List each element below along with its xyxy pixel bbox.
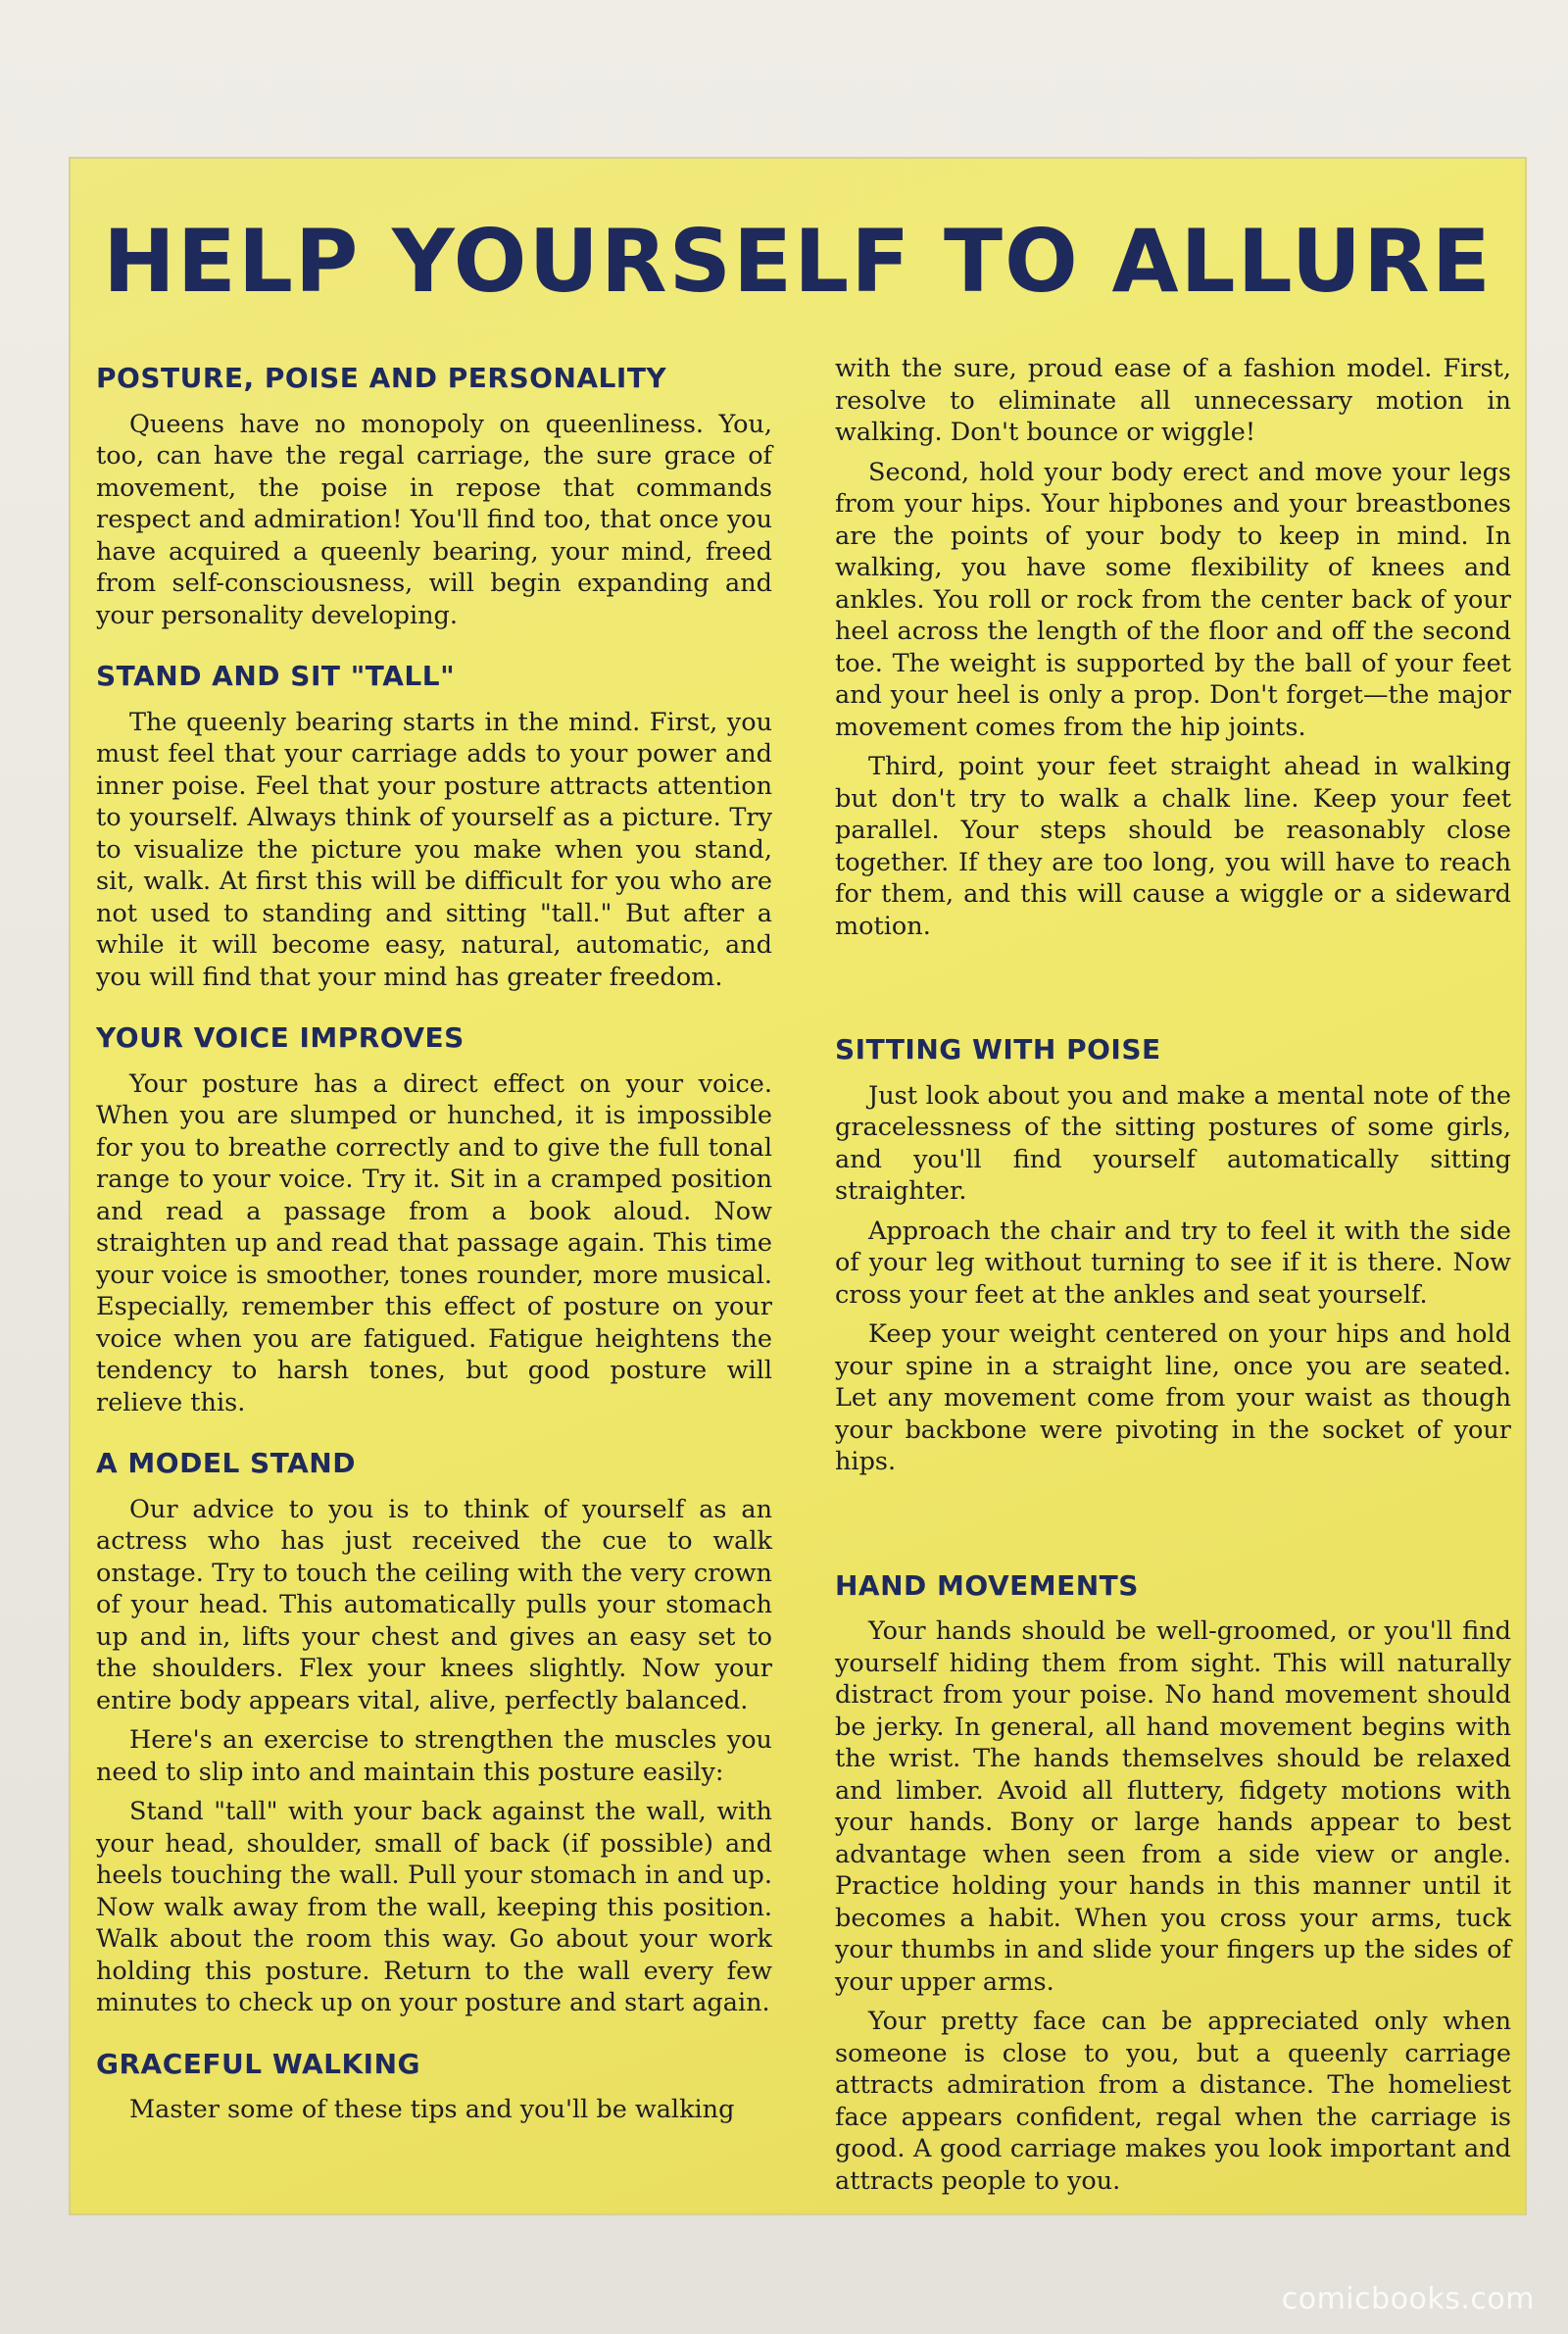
paragraph: Third, point your feet straight ahead in walking but don't try to walk a chalk line. Keep your feet parallel. Your steps should be reasonably close together. If they are too long, you will have to reach for them, and this will cause a wiggle or a sideward motion. [835,752,1511,941]
watermark: comicbooks.com [1281,2282,1535,2316]
right-column [835,353,1511,2205]
section-heading-sitting: SITTING WITH POISE [835,1033,1161,1066]
paragraph: Your pretty face can be appreciated only when someone is close to you, but a queenly carriage attracts admiration from a distance. The homeliest face appears confident, regal when the carriage is good. A good carriage makes you look important and attracts people to you. [835,2007,1511,2196]
paragraph: Stand "tall" with your back against the wall, with your head, shoulder, small of back (if possible) and heels touching the wall. Pull your stomach in and up. Now walk away from the wall, keeping this position. Walk about the room this way. Go about your work holding this posture. Return to the wall every few minutes to check up on your posture and start again. [96,1797,772,2017]
spacer [835,950,1511,1005]
paragraph: Here's an exercise to strengthen the muscles you need to slip into and maintain this posture easily: [96,1725,772,1787]
section-heading-hand-movements: HAND MOVEMENTS [835,1568,1139,1602]
paragraph: Approach the chair and try to feel it with the side of your leg without turning to see if it is there. Now cross your feet at the ankles and seat yourself. [835,1216,1511,1310]
paragraph: Your posture has a direct effect on your voice. When you are slumped or hunched, it is impossible for you to breathe correctly and to give the full tonal range to your voice. Try it. Sit in a cramped position and read a passage from a book aloud. Now straighten up and read that passage again. This time your voice is smoother, tones rounder, more musical. Especially, remember this effect of posture on your voice when you are fatigued. Fatigue heightens the tendency to harsh tones, but good posture will relieve this. [96,1068,772,1417]
left-column [96,353,772,2134]
article-panel [69,157,1527,2215]
section-heading-model-stand: A MODEL STAND [96,1447,356,1479]
paragraph: Our advice to you is to think of yourself as an actress who has just received the cue to walk onstage. Try to touch the ceiling with the very crown of your head. This automatically pulls your stomach up and in, lifts your chest and gives an easy set to the shoulders. Flex your knees slightly. Now your entire body appears vital, alive, perfectly balanced. [96,1494,772,1715]
paragraph: Just look about you and make a mental note of the gracelessness of the sitting postures of some girls, and you'll find yourself automatically sitting straighter. [835,1080,1511,1206]
paragraph: with the sure, proud ease of a fashion model. First, resolve to eliminate all unnecessary motion in walking. Don't bounce or wiggle! [835,354,1511,447]
section-heading-graceful-walking: GRACEFUL WALKING [96,2047,421,2080]
section-heading-posture: POSTURE, POISE AND PERSONALITY [96,362,667,394]
section-heading-voice: YOUR VOICE IMPROVES [96,1021,465,1054]
section-heading-stand-sit: STAND AND SIT "TALL" [96,660,456,692]
article-title: HELP YOURSELF TO ALLURE [103,211,1493,312]
paragraph: Your hands should be well-groomed, or you'll find yourself hiding them from sight. This will naturally distract from your poise. No hand movement should be jerky. In general, all hand movement begins with the wrist. The hands themselves should be relaxed and limber. Avoid all fluttery, fidgety motions with your hands. Bony or large hands appear to best advantage when seen from a side view or angle. Practice holding your hands in this manner until it becomes a habit. When you cross your arms, tuck your thumbs in and slide your fingers up the sides of your upper arms. [835,1616,1511,1997]
paragraph: Keep your weight centered on your hips and hold your spine in a straight line, once you are seated. Let any movement come from your waist as though your backbone were pivoting in the socket of your hips. [835,1319,1511,1476]
paragraph: The queenly bearing starts in the mind. First, you must feel that your carriage adds to your power and inner poise. Feel that your posture attracts attention to yourself. Always think of yourself as a picture. Try to visualize the picture you make when you stand, sit, walk. At first this will be difficult for you who are not used to standing and sitting "tall." But after a while it will become easy, natural, automatic, and you will find that your mind has greater freedom. [96,707,772,992]
paragraph: Master some of these tips and you'll be walking [129,2095,735,2124]
spacer [835,1486,1511,1541]
paragraph: Second, hold your body erect and move your legs from your hips. Your hipbones and your breastbones are the points of your body to keep in mind. In walking, you have some flexibility of knees and ankles. You roll or rock from the center back of your heel across the length of the floor and off the second toe. The weight is supported by the ball of your feet and your heel is only a prop. Don't forget—the major movement comes from the hip joints. [835,457,1511,742]
paragraph: Queens have no monopoly on queenliness. You, too, can have the regal carriage, the sure grace of movement, the poise in repose that commands respect and admiration! You'll find too, that once you have acquired a queenly bearing, your mind, freed from self-consciousness, will begin expanding and your personality developing. [96,409,772,630]
